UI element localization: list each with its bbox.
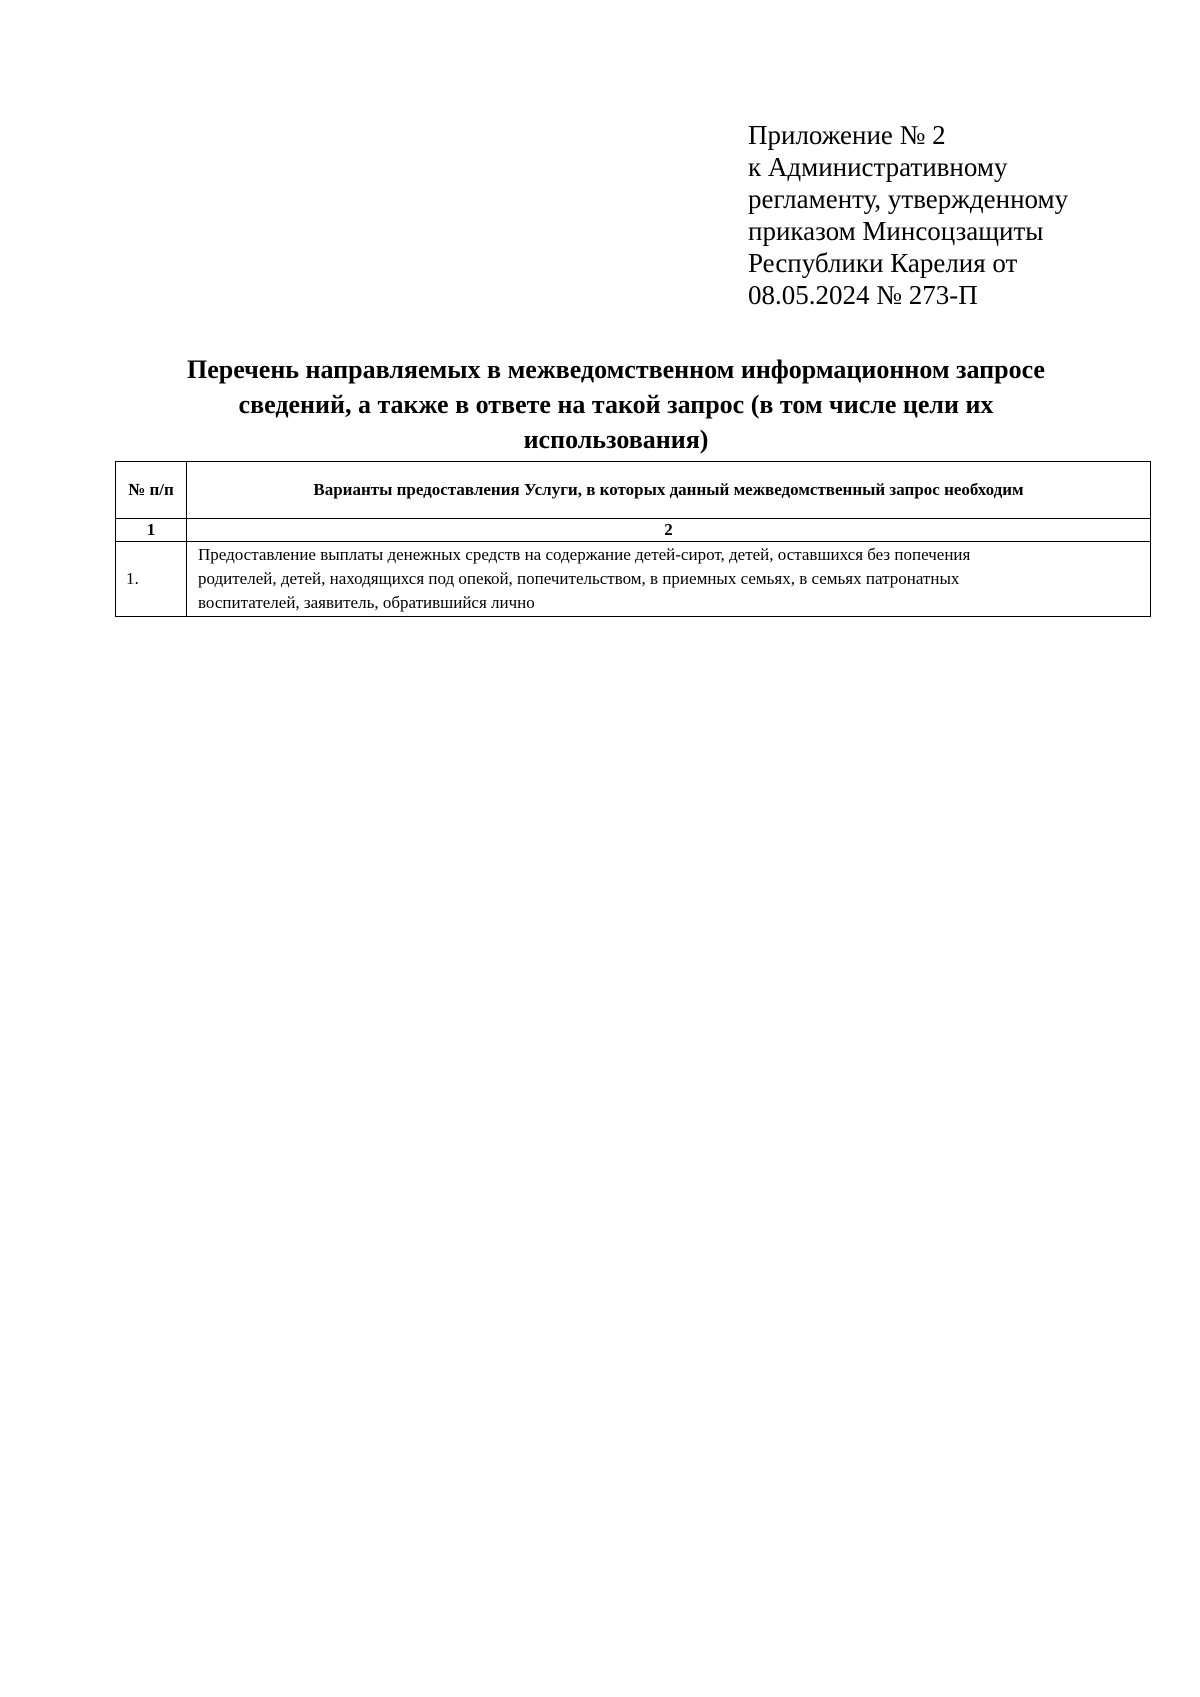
- header-variants: Варианты предоставления Услуги, в которых данный межведомственный запрос необходим: [187, 462, 1151, 519]
- title-line-2: сведений, а также в ответе на такой запрос (в том числе цели их: [238, 390, 994, 419]
- appendix-line-1: Приложение № 2: [748, 120, 946, 150]
- requests-table: [115, 461, 1151, 617]
- title-line-3: использования): [523, 425, 709, 454]
- row-text-line-2: родителей, детей, находящихся под опекой, попечительством, в приемных семьях, в семьях патронатных: [198, 569, 960, 588]
- appendix-line-4: приказом Минсоцзащиты: [748, 216, 1044, 246]
- appendix-line-6: 08.05.2024 № 273-П: [748, 280, 978, 310]
- column-index-2: 2: [187, 519, 1151, 542]
- row-text-line-3: воспитателей, заявитель, обратившийся лично: [198, 593, 535, 612]
- appendix-note: [748, 119, 1148, 311]
- table-header-row: [116, 462, 1151, 519]
- row-text-line-1: Предоставление выплаты денежных средств на содержание детей-сирот, детей, оставшихся без попечения: [198, 545, 971, 564]
- title-line-1: Перечень направляемых в межведомственном информационном запросе: [187, 355, 1045, 384]
- document-title: [115, 352, 1117, 457]
- header-num: № п/п: [116, 462, 187, 519]
- row-number: 1.: [116, 542, 187, 617]
- column-index-1: 1: [116, 519, 187, 542]
- appendix-line-2: к Административному: [748, 152, 1008, 182]
- table-row: [116, 542, 1151, 617]
- appendix-line-3: регламенту, утвержденному: [748, 184, 1069, 214]
- appendix-line-5: Республики Карелия от: [748, 248, 1018, 278]
- row-variant-text: [187, 542, 1151, 617]
- table-index-row: [116, 519, 1151, 542]
